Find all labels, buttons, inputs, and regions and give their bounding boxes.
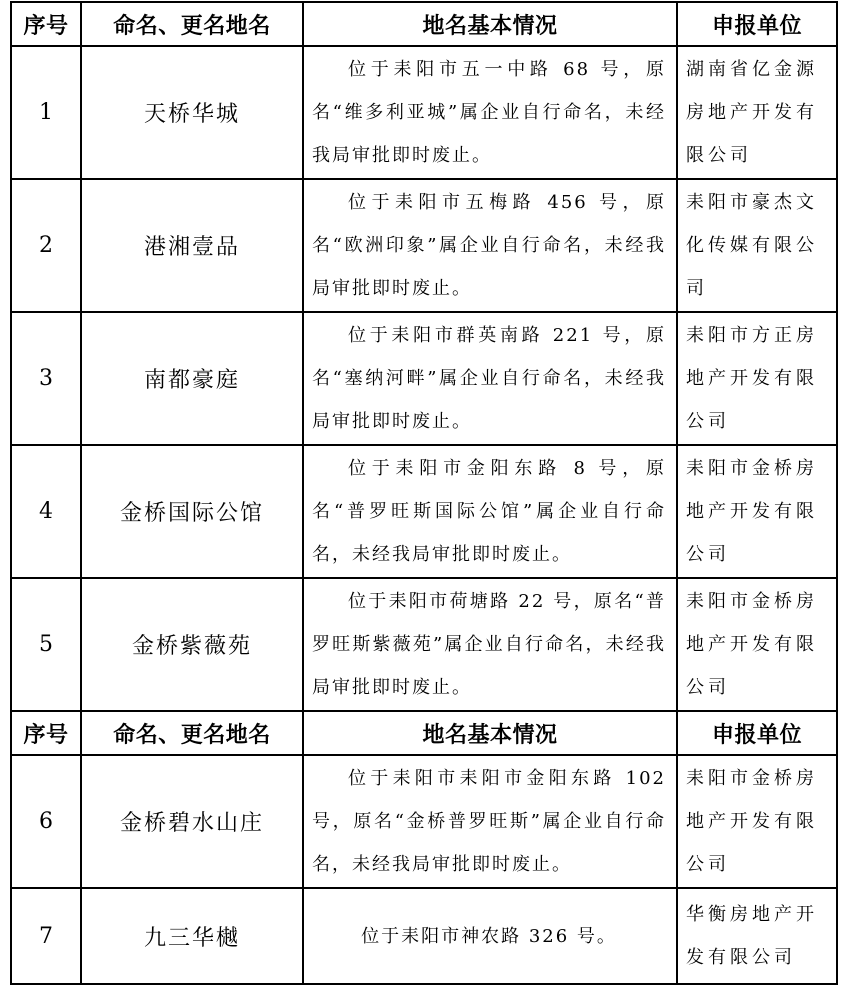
table-row [11,755,837,888]
row-applicant: 耒阳市金桥房地产开发有限公司 [677,578,837,711]
row-description: 位于耒阳市金阳东路 8 号，原名“普罗旺斯国际公馆”属企业自行命名，未经我局审批即时废止。 [303,445,677,578]
row-applicant: 湖南省亿金源房地产开发有限公司 [677,46,837,179]
row-place-name: 金桥碧水山庄 [81,755,303,888]
table-row [11,445,837,578]
row-description: 位于耒阳市五一中路 68 号，原名“维多利亚城”属企业自行命名，未经我局审批即时废止。 [303,46,677,179]
row-place-name: 金桥紫薇苑 [81,578,303,711]
row-applicant: 华衡房地产开发有限公司 [677,888,837,984]
row-description: 位于耒阳市五梅路 456 号，原名“欧洲印象”属企业自行命名，未经我局审批即时废止。 [303,179,677,312]
row-place-name: 天桥华城 [81,46,303,179]
row-index: 6 [11,755,81,888]
header-row-repeat [11,711,837,755]
row-index: 5 [11,578,81,711]
header-description: 地名基本情况 [303,711,677,755]
row-place-name: 金桥国际公馆 [81,445,303,578]
header-index: 序号 [11,711,81,755]
row-index: 2 [11,179,81,312]
table-row [11,312,837,445]
row-description: 位于耒阳市神农路 326 号。 [303,888,677,984]
row-applicant: 耒阳市金桥房地产开发有限公司 [677,755,837,888]
header-description: 地名基本情况 [303,2,677,46]
table-row [11,46,837,179]
row-applicant: 耒阳市金桥房地产开发有限公司 [677,445,837,578]
row-place-name: 九三华樾 [81,888,303,984]
row-description: 位于耒阳市群英南路 221 号，原名“塞纳河畔”属企业自行命名，未经我局审批即时废止。 [303,312,677,445]
table-row [11,179,837,312]
row-description: 位于耒阳市荷塘路 22 号，原名“普罗旺斯紫薇苑”属企业自行命名，未经我局审批即时废止。 [303,578,677,711]
header-index: 序号 [11,2,81,46]
header-place-name: 命名、更名地名 [81,711,303,755]
row-index: 1 [11,46,81,179]
row-applicant: 耒阳市方正房地产开发有限公司 [677,312,837,445]
row-index: 3 [11,312,81,445]
header-applicant: 申报单位 [677,711,837,755]
table-row [11,888,837,984]
row-description: 位于耒阳市耒阳市金阳东路 102 号，原名“金桥普罗旺斯”属企业自行命名，未经我局审批即时废止。 [303,755,677,888]
row-place-name: 南都豪庭 [81,312,303,445]
row-index: 7 [11,888,81,984]
row-index: 4 [11,445,81,578]
place-name-table [10,1,838,985]
header-place-name: 命名、更名地名 [81,2,303,46]
table-row [11,578,837,711]
row-applicant: 耒阳市豪杰文化传媒有限公司 [677,179,837,312]
header-applicant: 申报单位 [677,2,837,46]
header-row [11,2,837,46]
row-place-name: 港湘壹品 [81,179,303,312]
